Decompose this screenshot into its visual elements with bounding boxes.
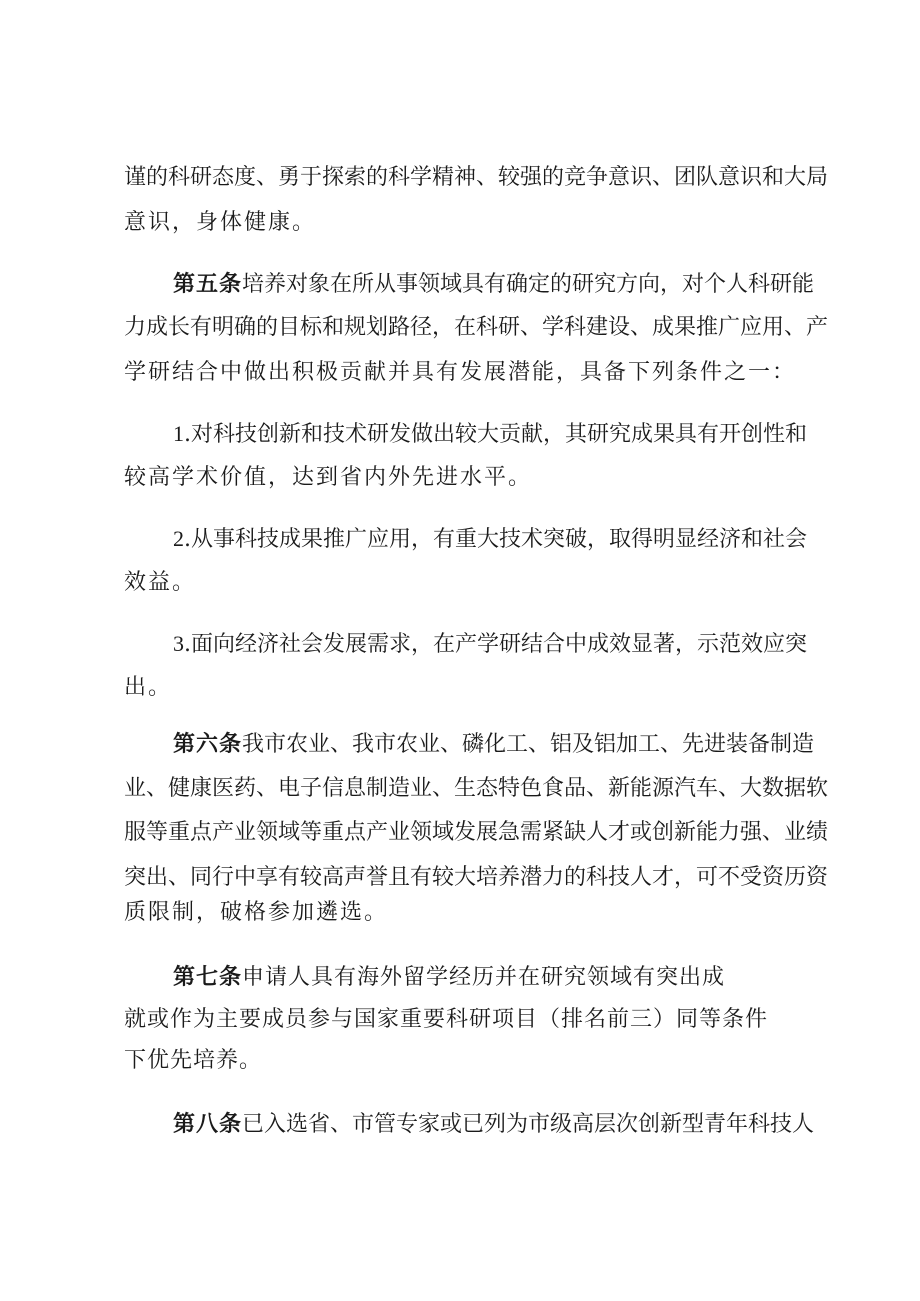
paragraph-line: 质限制，破格参加遴选。 — [124, 900, 389, 925]
list-item-1-number: 1 — [173, 421, 184, 446]
article-6-line — [173, 724, 815, 764]
article-7-title: 第七条 — [173, 964, 243, 990]
paragraph-line: 服等重点产业领域等重点产业领域发展急需紧缺人才或创新能力强、业绩 — [124, 820, 829, 845]
paragraph-line: 突出、同行中享有较高声誉且有较大培养潜力的科技人才，可不受资历资 — [124, 865, 829, 890]
article-6-title: 第六条 — [173, 731, 243, 757]
paragraph-line: 业、健康医药、电子信息制造业、生态特色食品、新能源汽车、大数据软 — [124, 776, 829, 801]
paragraph-line: 下优先培养。 — [124, 1048, 263, 1073]
paragraph-line: 学研结合中做出积极贡献并具有发展潜能，具备下列条件之一： — [124, 360, 797, 385]
article-7-text: 申请人具有海外留学经历并在研究领域有突出成 — [242, 965, 726, 990]
list-item-1-text: .对科技创新和技术研发做出较大贡献，其研究成果具有开创性和 — [184, 422, 807, 447]
paragraph-line: 效益。 — [124, 570, 197, 595]
article-6-text: 我市农业、我市农业、磷化工、铝及铝加工、先进装备制造 — [242, 732, 815, 757]
article-8-line — [173, 1104, 815, 1144]
list-item-3-line — [173, 624, 806, 664]
list-item-2-number: 2 — [173, 526, 184, 551]
paragraph-line: 就或作为主要成员参与国家重要科研项目（排名前三）同等条件 — [124, 1007, 769, 1032]
paragraph-line: 力成长有明确的目标和规划路径，在科研、学科建设、成果推广应用、产 — [124, 315, 829, 340]
article-8-title: 第八条 — [173, 1111, 243, 1137]
article-8-text: 已入选省、市管专家或已列为市级高层次创新型青年科技人 — [242, 1112, 815, 1137]
list-item-1-line — [173, 414, 806, 454]
article-5-text: 培养对象在所从事领域具有确定的研究方向，对个人科研能 — [242, 272, 815, 297]
list-item-3-text: .面向经济社会发展需求，在产学研结合中成效显著，示范效应突 — [184, 632, 807, 657]
list-item-3-number: 3 — [173, 631, 184, 656]
list-item-2-line — [173, 519, 806, 559]
article-5-title: 第五条 — [173, 271, 243, 297]
paragraph-line: 出。 — [124, 675, 173, 700]
paragraph-line: 意识，身体健康。 — [124, 210, 317, 235]
paragraph-line: 较高学术价值，达到省内外先进水平。 — [124, 465, 533, 490]
paragraph-line: 谨的科研态度、勇于探索的科学精神、较强的竞争意识、团队意识和大局 — [124, 165, 829, 190]
list-item-2-text: .从事科技成果推广应用，有重大技术突破，取得明显经济和社会 — [184, 527, 807, 552]
article-5-line — [173, 264, 815, 304]
article-7-line — [173, 957, 725, 997]
